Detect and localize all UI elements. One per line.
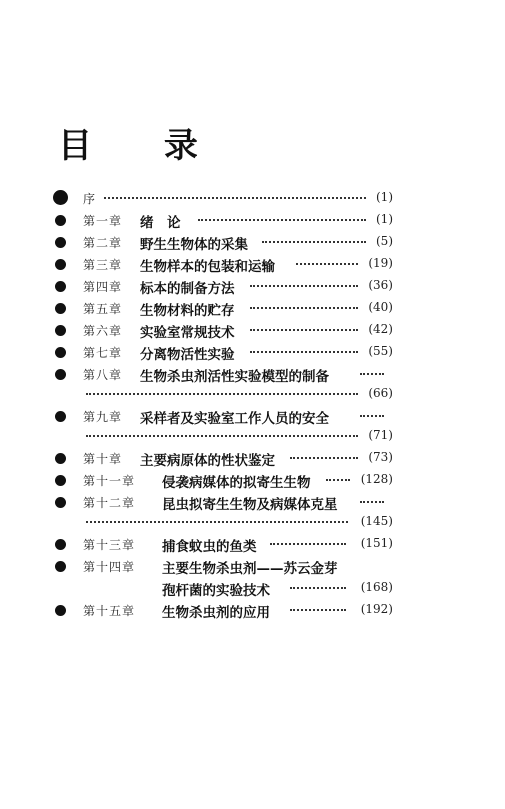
entry-title: 生物样本的包装和运输 [140, 259, 275, 275]
entry-page: (36) [368, 278, 393, 292]
leader-dots [290, 587, 346, 589]
entry-page: (168) [360, 580, 393, 594]
entry-title: 主要生物杀虫剂——苏云金芽 [162, 561, 338, 577]
leader-dots [250, 285, 358, 287]
entry-title: 生物杀虫剂的应用 [162, 605, 270, 621]
entry-chapter: 第三章 [83, 258, 123, 272]
leader-dots [290, 457, 358, 459]
toc-entry-ch10[interactable] [0, 450, 505, 468]
leader-dots [86, 393, 358, 395]
entry-chapter: 第四章 [83, 280, 123, 294]
entry-chapter: 第二章 [83, 236, 123, 250]
leader-dots [360, 415, 384, 417]
page-title: 目 录 [58, 126, 228, 166]
toc-entry-ch8[interactable] [0, 366, 505, 384]
bullet-icon [55, 281, 66, 292]
entry-chapter: 第一章 [83, 214, 123, 228]
entry-page: (128) [360, 472, 393, 486]
entry-title: 昆虫拟寄生生物及病媒体克星 [162, 497, 338, 513]
entry-title: 绪 论 [140, 215, 181, 231]
toc-entry-ch13[interactable] [0, 536, 505, 554]
entry-title: 捕食蚊虫的鱼类 [162, 539, 257, 555]
toc-entry-ch9-continuation [0, 428, 505, 446]
entry-title: 生物杀虫剂活性实验模型的制备 [140, 369, 329, 385]
bullet-icon [55, 347, 66, 358]
entry-page: (1) [376, 212, 393, 226]
toc-entry-ch6[interactable] [0, 322, 505, 340]
entry-page: (42) [368, 322, 393, 336]
entry-chapter: 第十三章 [83, 538, 136, 552]
bullet-icon [55, 369, 66, 380]
entry-page: (5) [376, 234, 393, 248]
entry-chapter: 第九章 [83, 410, 123, 424]
entry-title: 野生生物体的采集 [140, 237, 248, 253]
entry-page: (73) [368, 450, 393, 464]
entry-title: 采样者及实验室工作人员的安全 [140, 411, 329, 427]
entry-title: 主要病原体的性状鉴定 [140, 453, 275, 469]
bullet-icon [55, 259, 66, 270]
entry-title: 生物材料的贮存 [140, 303, 235, 319]
leader-dots [270, 543, 346, 545]
entry-page: (71) [368, 428, 393, 442]
entry-title-line2: 孢杆菌的实验技术 [162, 583, 270, 599]
entry-chapter: 第五章 [83, 302, 123, 316]
toc-entry-ch15[interactable] [0, 602, 505, 620]
toc-entry-ch7[interactable] [0, 344, 505, 362]
toc-entry-ch12[interactable] [0, 494, 505, 512]
bullet-icon [55, 215, 66, 226]
entry-chapter: 第八章 [83, 368, 123, 382]
entry-chapter: 第十五章 [83, 604, 136, 618]
leader-dots [296, 263, 358, 265]
toc-entry-ch14-continuation [0, 580, 505, 598]
entry-page: (40) [368, 300, 393, 314]
toc-entry-ch5[interactable] [0, 300, 505, 318]
entry-chapter: 第十四章 [83, 560, 136, 574]
bullet-icon [55, 453, 66, 464]
toc-entry-ch2[interactable] [0, 234, 505, 252]
bullet-icon [55, 561, 66, 572]
toc-entry-ch3[interactable] [0, 256, 505, 274]
entry-chapter: 第十一章 [83, 474, 136, 488]
bullet-icon [55, 605, 66, 616]
entry-page: (151) [360, 536, 393, 550]
toc-entry-ch11[interactable] [0, 472, 505, 490]
toc-entry-ch4[interactable] [0, 278, 505, 296]
entry-chapter: 第七章 [83, 346, 123, 360]
entry-chapter: 第十二章 [83, 496, 136, 510]
leader-dots [290, 609, 346, 611]
bullet-icon [55, 539, 66, 550]
leader-dots [250, 307, 358, 309]
toc-entry-ch14[interactable] [0, 558, 505, 576]
leader-dots [104, 197, 366, 199]
toc-entry-ch1[interactable] [0, 212, 505, 230]
leader-dots [198, 219, 366, 221]
leader-dots [86, 435, 358, 437]
leader-dots [250, 329, 358, 331]
toc-entry-ch9[interactable] [0, 408, 505, 426]
entry-page: (145) [360, 514, 393, 528]
bullet-icon [55, 497, 66, 508]
entry-title: 标本的制备方法 [140, 281, 235, 297]
toc-entry-ch12-continuation [0, 514, 505, 532]
toc-entry-ch8-continuation [0, 386, 505, 404]
toc-entry-preface[interactable] [0, 190, 505, 208]
entry-title: 实验室常规技术 [140, 325, 235, 341]
entry-page: (192) [360, 602, 393, 616]
entry-chapter: 第六章 [83, 324, 123, 338]
leader-dots [250, 351, 358, 353]
bullet-icon [55, 411, 66, 422]
entry-title: 分离物活性实验 [140, 347, 235, 363]
bullet-icon [53, 190, 68, 205]
entry-chapter: 序 [83, 192, 97, 206]
entry-title: 侵袭病媒体的拟寄生生物 [162, 475, 311, 491]
bullet-icon [55, 303, 66, 314]
leader-dots [360, 373, 384, 375]
bullet-icon [55, 475, 66, 486]
bullet-icon [55, 237, 66, 248]
leader-dots [326, 479, 350, 481]
entry-chapter: 第十章 [83, 452, 123, 466]
entry-page: (19) [368, 256, 393, 270]
entry-page: (66) [368, 386, 393, 400]
leader-dots [262, 241, 366, 243]
bullet-icon [55, 325, 66, 336]
leader-dots [360, 501, 384, 503]
entry-page: (55) [368, 344, 393, 358]
leader-dots [86, 521, 348, 523]
entry-page: (1) [376, 190, 393, 204]
